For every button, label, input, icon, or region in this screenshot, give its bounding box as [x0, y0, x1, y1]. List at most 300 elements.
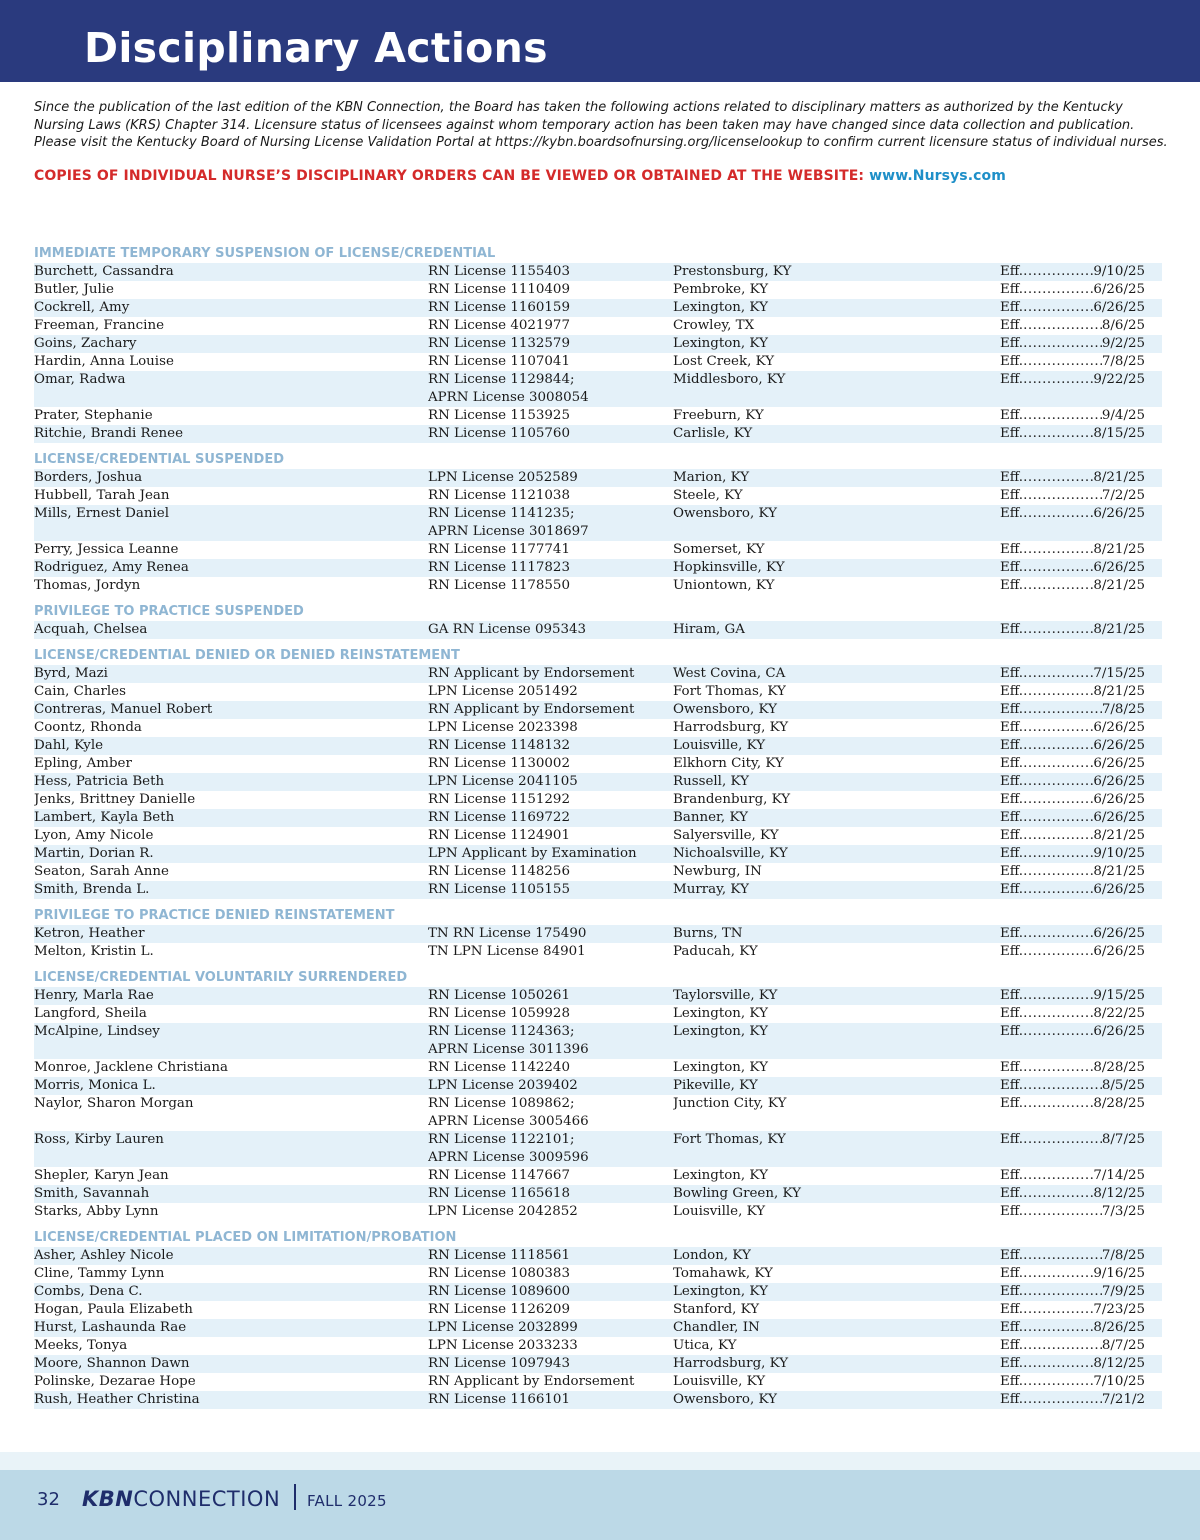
- license-number: RN License 1160159: [428, 300, 570, 315]
- table-row: [34, 1203, 1162, 1221]
- eff-label: Eff.: [1000, 864, 1024, 879]
- nurse-name: Combs, Dena C.: [34, 1284, 143, 1299]
- section-title: LICENSE/CREDENTIAL SUSPENDED: [34, 452, 285, 467]
- table-row: [34, 1283, 1162, 1301]
- effective-date-value: 6/26/25: [1093, 1024, 1145, 1039]
- table-row: [34, 773, 1162, 791]
- nurse-location: Owensboro, KY: [673, 702, 777, 717]
- nurse-location: Louisville, KY: [673, 1204, 766, 1219]
- license-number: LPN Applicant by Examination: [428, 846, 637, 861]
- license-number: RN License 1121038: [428, 488, 570, 503]
- effective-date-value: 8/12/25: [1093, 1186, 1145, 1201]
- nurse-name: Monroe, Jacklene Christiana: [34, 1060, 228, 1075]
- effective-date-value: 8/21/25: [1093, 542, 1145, 557]
- nursys-link[interactable]: www.Nursys.com: [869, 168, 1006, 184]
- table-row: [34, 371, 1162, 389]
- table-row: [34, 317, 1162, 335]
- dot-leader: [1023, 1355, 1093, 1373]
- table-row: [34, 791, 1162, 809]
- issue-label: FALL 2025: [307, 1492, 387, 1510]
- effective-date-leader: [1000, 353, 1145, 371]
- dot-leader: [1023, 1373, 1093, 1391]
- effective-date: [1000, 1023, 1145, 1041]
- effective-date-leader: [1000, 683, 1145, 701]
- effective-date: [1000, 1167, 1145, 1185]
- nurse-name: Hubbell, Tarah Jean: [34, 488, 170, 503]
- nurse-location: Utica, KY: [673, 1338, 737, 1353]
- eff-label: Eff.: [1000, 318, 1024, 333]
- license-number: RN License 1107041: [428, 354, 570, 369]
- nurse-name: Thomas, Jordyn: [34, 578, 141, 593]
- effective-date-leader: [1000, 577, 1145, 595]
- nurse-location: Owensboro, KY: [673, 506, 777, 521]
- nurse-name: Rush, Heather Christina: [34, 1392, 200, 1407]
- license-number: RN License 1050261: [428, 988, 570, 1003]
- effective-date-leader: [1000, 943, 1145, 961]
- license-number: RN License 1169722: [428, 810, 570, 825]
- nurse-name: Ketron, Heather: [34, 926, 145, 941]
- eff-label: Eff.: [1000, 506, 1024, 521]
- table-row: [34, 827, 1162, 845]
- eff-label: Eff.: [1000, 1302, 1024, 1317]
- eff-label: Eff.: [1000, 1284, 1024, 1299]
- effective-date-leader: [1000, 773, 1145, 791]
- effective-date: [1000, 1301, 1145, 1319]
- license-number: APRN License 3008054: [428, 390, 589, 405]
- effective-date-value: 9/10/25: [1093, 264, 1145, 279]
- eff-label: Eff.: [1000, 1204, 1024, 1219]
- nurse-location: Carlisle, KY: [673, 426, 753, 441]
- eff-label: Eff.: [1000, 560, 1024, 575]
- dot-leader: [1023, 1247, 1102, 1265]
- eff-label: Eff.: [1000, 542, 1024, 557]
- nurse-location: Bowling Green, KY: [673, 1186, 801, 1201]
- effective-date: [1000, 353, 1145, 371]
- nurse-location: Chandler, IN: [673, 1320, 760, 1335]
- dot-leader: [1023, 469, 1093, 487]
- table-row: [34, 335, 1162, 353]
- nurse-name: Butler, Julie: [34, 282, 114, 297]
- effective-date-leader: [1000, 1337, 1145, 1355]
- license-number: RN License 1141235;: [428, 506, 575, 521]
- brand-connection: CONNECTION: [133, 1487, 281, 1511]
- effective-date-leader: [1000, 925, 1145, 943]
- nurse-name: Starks, Abby Lynn: [34, 1204, 159, 1219]
- dot-leader: [1023, 487, 1102, 505]
- nurse-name: Moore, Shannon Dawn: [34, 1356, 190, 1371]
- nurse-location: Louisville, KY: [673, 738, 766, 753]
- eff-label: Eff.: [1000, 426, 1024, 441]
- effective-date: [1000, 1265, 1145, 1283]
- effective-date-value: 8/28/25: [1093, 1096, 1145, 1111]
- nurse-name: Henry, Marla Rae: [34, 988, 154, 1003]
- nurse-name: McAlpine, Lindsey: [34, 1024, 160, 1039]
- nurse-location: Harrodsburg, KY: [673, 1356, 789, 1371]
- dot-leader: [1023, 1283, 1102, 1301]
- nurse-location: Newburg, IN: [673, 864, 762, 879]
- nurse-name: Prater, Stephanie: [34, 408, 153, 423]
- effective-date: [1000, 701, 1145, 719]
- license-number: RN License 1105760: [428, 426, 570, 441]
- nurse-location: Pembroke, KY: [673, 282, 769, 297]
- effective-date-value: 6/26/25: [1093, 944, 1145, 959]
- table-row: [34, 845, 1162, 863]
- nurse-location: Nichoalsville, KY: [673, 846, 788, 861]
- effective-date-leader: [1000, 845, 1145, 863]
- table-row: [34, 1059, 1162, 1077]
- effective-date: [1000, 845, 1145, 863]
- dot-leader: [1023, 925, 1093, 943]
- effective-date-value: 6/26/25: [1093, 282, 1145, 297]
- effective-date-value: 8/28/25: [1093, 1060, 1145, 1075]
- effective-date-leader: [1000, 719, 1145, 737]
- dot-leader: [1023, 943, 1093, 961]
- dot-leader: [1023, 863, 1093, 881]
- effective-date-leader: [1000, 487, 1145, 505]
- effective-date-leader: [1000, 1203, 1145, 1221]
- eff-label: Eff.: [1000, 1060, 1024, 1075]
- effective-date-value: 8/12/25: [1093, 1356, 1145, 1371]
- license-number: RN License 1126209: [428, 1302, 570, 1317]
- table-row: [34, 1095, 1162, 1113]
- effective-date-value: 7/10/25: [1093, 1374, 1145, 1389]
- table-row: [34, 487, 1162, 505]
- effective-date-value: 9/2/25: [1101, 336, 1145, 351]
- effective-date: [1000, 683, 1145, 701]
- nurse-name: Freeman, Francine: [34, 318, 164, 333]
- effective-date-value: 6/26/25: [1093, 926, 1145, 941]
- effective-date-value: 8/21/25: [1093, 684, 1145, 699]
- nurse-name: Coontz, Rhonda: [34, 720, 142, 735]
- effective-date: [1000, 1391, 1145, 1409]
- dot-leader: [1023, 353, 1102, 371]
- page-number: 32: [37, 1489, 60, 1510]
- table-row: [34, 577, 1162, 595]
- effective-date-value: 9/22/25: [1093, 372, 1145, 387]
- nurse-name: Hurst, Lashaunda Rae: [34, 1320, 187, 1335]
- nurse-location: Russell, KY: [673, 774, 749, 789]
- license-number: RN License 1124363;: [428, 1024, 575, 1039]
- nurse-name: Hardin, Anna Louise: [34, 354, 174, 369]
- nurse-location: Lexington, KY: [673, 1168, 768, 1183]
- effective-date: [1000, 1283, 1145, 1301]
- license-number: RN License 1151292: [428, 792, 570, 807]
- license-number: LPN License 2032899: [428, 1320, 578, 1335]
- nurse-location: West Covina, CA: [673, 666, 786, 681]
- nurse-name: Borders, Joshua: [34, 470, 143, 485]
- effective-date-leader: [1000, 559, 1145, 577]
- table-row: [34, 881, 1162, 899]
- page-header: [0, 0, 1200, 82]
- effective-date-leader: [1000, 1023, 1145, 1041]
- license-number: RN License 1147667: [428, 1168, 570, 1183]
- effective-date-value: 8/21/25: [1093, 622, 1145, 637]
- brand-kbn: KBN: [82, 1487, 134, 1511]
- effective-date: [1000, 737, 1145, 755]
- nurse-name: Martin, Dorian R.: [34, 846, 154, 861]
- eff-label: Eff.: [1000, 354, 1024, 369]
- effective-date: [1000, 1095, 1145, 1113]
- effective-date-value: 8/21/25: [1093, 578, 1145, 593]
- table-row: [34, 1391, 1162, 1409]
- section-title: IMMEDIATE TEMPORARY SUSPENSION OF LICENSE/CREDENTIAL: [34, 246, 496, 261]
- eff-label: Eff.: [1000, 828, 1024, 843]
- nurse-name: Acquah, Chelsea: [34, 622, 148, 637]
- nurse-name: Dahl, Kyle: [34, 738, 104, 753]
- table-row: [34, 389, 1162, 407]
- effective-date-leader: [1000, 987, 1145, 1005]
- effective-date-value: 6/26/25: [1093, 882, 1145, 897]
- effective-date: [1000, 827, 1145, 845]
- eff-label: Eff.: [1000, 792, 1024, 807]
- license-number: RN License 1130002: [428, 756, 570, 771]
- license-number: RN License 1124901: [428, 828, 570, 843]
- nurse-location: Lost Creek, KY: [673, 354, 775, 369]
- nurse-location: Junction City, KY: [673, 1096, 787, 1111]
- effective-date-leader: [1000, 863, 1145, 881]
- eff-label: Eff.: [1000, 470, 1024, 485]
- table-row: [34, 925, 1162, 943]
- dot-leader: [1023, 299, 1093, 317]
- license-number: RN License 4021977: [428, 318, 570, 333]
- table-row: [34, 1041, 1162, 1059]
- effective-date-leader: [1000, 665, 1145, 683]
- table-row: [34, 1113, 1162, 1131]
- dot-leader: [1023, 407, 1102, 425]
- effective-date-value: 7/15/25: [1093, 666, 1145, 681]
- effective-date: [1000, 541, 1145, 559]
- nurse-name: Hogan, Paula Elizabeth: [34, 1302, 193, 1317]
- nurse-location: Louisville, KY: [673, 1374, 766, 1389]
- dot-leader: [1023, 1167, 1093, 1185]
- nurse-location: Lexington, KY: [673, 1060, 768, 1075]
- effective-date: [1000, 1319, 1145, 1337]
- effective-date: [1000, 487, 1145, 505]
- dot-leader: [1023, 1391, 1102, 1409]
- dot-leader: [1023, 577, 1093, 595]
- nurse-location: Middlesboro, KY: [673, 372, 786, 387]
- nurse-name: Perry, Jessica Leanne: [34, 542, 179, 557]
- effective-date-value: 6/26/25: [1093, 756, 1145, 771]
- effective-date-value: 6/26/25: [1093, 774, 1145, 789]
- effective-date-leader: [1000, 827, 1145, 845]
- table-row: [34, 281, 1162, 299]
- effective-date-leader: [1000, 809, 1145, 827]
- effective-date: [1000, 1005, 1145, 1023]
- eff-label: Eff.: [1000, 622, 1024, 637]
- license-number: LPN License 2042852: [428, 1204, 578, 1219]
- nurse-location: Lexington, KY: [673, 1024, 768, 1039]
- dot-leader: [1023, 773, 1093, 791]
- table-row: [34, 559, 1162, 577]
- nurse-name: Langford, Sheila: [34, 1006, 147, 1021]
- effective-date: [1000, 1247, 1145, 1265]
- effective-date-value: 9/4/25: [1101, 408, 1145, 423]
- effective-date: [1000, 665, 1145, 683]
- license-number: RN License 1165618: [428, 1186, 570, 1201]
- nurse-location: Elkhorn City, KY: [673, 756, 784, 771]
- nurse-name: Goins, Zachary: [34, 336, 137, 351]
- nurse-location: Lexington, KY: [673, 300, 768, 315]
- effective-date-leader: [1000, 335, 1145, 353]
- effective-date-leader: [1000, 1265, 1145, 1283]
- nurse-location: Somerset, KY: [673, 542, 765, 557]
- dot-leader: [1023, 541, 1093, 559]
- effective-date-value: 9/15/25: [1093, 988, 1145, 1003]
- nurse-name: Jenks, Brittney Danielle: [34, 792, 196, 807]
- nurse-name: Hess, Patricia Beth: [34, 774, 165, 789]
- effective-date-leader: [1000, 1355, 1145, 1373]
- eff-label: Eff.: [1000, 372, 1024, 387]
- eff-label: Eff.: [1000, 1096, 1024, 1111]
- effective-date: [1000, 881, 1145, 899]
- eff-label: Eff.: [1000, 846, 1024, 861]
- dot-leader: [1023, 1265, 1093, 1283]
- effective-date-leader: [1000, 407, 1145, 425]
- license-number: GA RN License 095343: [428, 622, 587, 637]
- effective-date: [1000, 1203, 1145, 1221]
- eff-label: Eff.: [1000, 988, 1024, 1003]
- nurse-location: Steele, KY: [673, 488, 743, 503]
- dot-leader: [1023, 1131, 1102, 1149]
- footer-strip: [0, 1452, 1200, 1470]
- effective-date-value: 7/2/25: [1101, 488, 1145, 503]
- nurse-location: Harrodsburg, KY: [673, 720, 789, 735]
- eff-label: Eff.: [1000, 1078, 1024, 1093]
- table-row: [34, 1301, 1162, 1319]
- license-number: APRN License 3009596: [428, 1150, 589, 1165]
- license-number: RN License 1142240: [428, 1060, 570, 1075]
- effective-date-leader: [1000, 1373, 1145, 1391]
- table-row: [34, 1149, 1162, 1167]
- effective-date-value: 8/6/25: [1101, 318, 1145, 333]
- license-number: RN License 1089600: [428, 1284, 570, 1299]
- effective-date-leader: [1000, 881, 1145, 899]
- effective-date-leader: [1000, 1167, 1145, 1185]
- table-row: [34, 1355, 1162, 1373]
- nurse-location: Tomahawk, KY: [673, 1266, 773, 1281]
- dot-leader: [1023, 701, 1102, 719]
- effective-date: [1000, 1337, 1145, 1355]
- effective-date: [1000, 1131, 1145, 1149]
- dot-leader: [1023, 719, 1093, 737]
- nurse-location: Banner, KY: [673, 810, 748, 825]
- license-number: RN Applicant by Endorsement: [428, 1374, 635, 1389]
- license-number: RN License 1132579: [428, 336, 570, 351]
- effective-date: [1000, 335, 1145, 353]
- dot-leader: [1023, 987, 1093, 1005]
- nurse-name: Rodriguez, Amy Renea: [34, 560, 189, 575]
- dot-leader: [1023, 425, 1093, 443]
- nurse-name: Cline, Tammy Lynn: [34, 1266, 165, 1281]
- effective-date: [1000, 317, 1145, 335]
- effective-date-leader: [1000, 1185, 1145, 1203]
- effective-date-leader: [1000, 1319, 1145, 1337]
- nurse-name: Cain, Charles: [34, 684, 126, 699]
- eff-label: Eff.: [1000, 1320, 1024, 1335]
- nurse-name: Mills, Ernest Daniel: [34, 506, 170, 521]
- effective-date-leader: [1000, 1283, 1145, 1301]
- intro-paragraph: Since the publication of the last edition of the KBN Connection, the Board has taken the following actions related to disciplinary matters as authorized by the Kentucky Nursing Laws (KRS) Chapter 314. Licensure status of licensees against whom temporary action has been taken may have changed since data collection and publication. Please visit the Kentucky Board of Nursing License Validation Portal at https://kybn.boardsofnursing.org/licenselookup to confirm current licensure status of individual nurses.: [34, 100, 1168, 150]
- effective-date: [1000, 809, 1145, 827]
- table-row: [34, 943, 1162, 961]
- effective-date-value: 8/21/25: [1093, 864, 1145, 879]
- effective-date-leader: [1000, 469, 1145, 487]
- license-number: RN License 1110409: [428, 282, 570, 297]
- nurse-location: Prestonsburg, KY: [673, 264, 792, 279]
- dot-leader: [1023, 505, 1093, 523]
- nurse-name: Ritchie, Brandi Renee: [34, 426, 184, 441]
- nurse-location: Crowley, TX: [673, 318, 755, 333]
- effective-date-value: 8/22/25: [1093, 1006, 1145, 1021]
- eff-label: Eff.: [1000, 300, 1024, 315]
- nurse-location: Murray, KY: [673, 882, 749, 897]
- license-number: LPN License 2052589: [428, 470, 578, 485]
- effective-date-leader: [1000, 371, 1145, 389]
- publication-brand: [82, 1485, 280, 1513]
- license-number: RN License 1153925: [428, 408, 570, 423]
- dot-leader: [1023, 809, 1093, 827]
- eff-label: Eff.: [1000, 1374, 1024, 1389]
- copies-notice: [34, 166, 1174, 186]
- nurse-location: Stanford, KY: [673, 1302, 760, 1317]
- nurse-location: London, KY: [673, 1248, 751, 1263]
- eff-label: Eff.: [1000, 1338, 1024, 1353]
- nurse-location: Paducah, KY: [673, 944, 758, 959]
- table-row: [34, 987, 1162, 1005]
- table-row: [34, 755, 1162, 773]
- effective-date: [1000, 407, 1145, 425]
- license-number: LPN License 2033233: [428, 1338, 578, 1353]
- effective-date-value: 6/26/25: [1093, 506, 1145, 521]
- effective-date: [1000, 1373, 1145, 1391]
- license-number: LPN License 2039402: [428, 1078, 578, 1093]
- effective-date-value: 8/21/25: [1093, 470, 1145, 485]
- nurse-location: Fort Thomas, KY: [673, 684, 786, 699]
- section-title: LICENSE/CREDENTIAL PLACED ON LIMITATION/PROBATION: [34, 1230, 457, 1245]
- nurse-location: Fort Thomas, KY: [673, 1132, 786, 1147]
- effective-date: [1000, 863, 1145, 881]
- effective-date-leader: [1000, 621, 1145, 639]
- nurse-name: Meeks, Tonya: [34, 1338, 128, 1353]
- effective-date-leader: [1000, 1077, 1145, 1095]
- table-row: [34, 683, 1162, 701]
- license-number: RN License 1080383: [428, 1266, 570, 1281]
- table-row: [34, 1131, 1162, 1149]
- dot-leader: [1023, 1005, 1093, 1023]
- dot-leader: [1023, 1023, 1093, 1041]
- effective-date-leader: [1000, 263, 1145, 281]
- nurse-name: Lyon, Amy Nicole: [34, 828, 154, 843]
- license-number: RN License 1177741: [428, 542, 570, 557]
- dot-leader: [1023, 1077, 1102, 1095]
- license-number: RN License 1097943: [428, 1356, 570, 1371]
- table-row: [34, 353, 1162, 371]
- effective-date-value: 6/26/25: [1093, 810, 1145, 825]
- eff-label: Eff.: [1000, 666, 1024, 681]
- effective-date: [1000, 773, 1145, 791]
- dot-leader: [1023, 665, 1093, 683]
- table-row: [34, 1373, 1162, 1391]
- effective-date-value: 9/10/25: [1093, 846, 1145, 861]
- nurse-location: Taylorsville, KY: [673, 988, 778, 1003]
- license-number: TN LPN License 84901: [428, 944, 586, 959]
- effective-date-value: 6/26/25: [1093, 560, 1145, 575]
- nurse-name: Seaton, Sarah Anne: [34, 864, 169, 879]
- nurse-location: Marion, KY: [673, 470, 750, 485]
- nurse-location: Hiram, GA: [673, 622, 745, 637]
- eff-label: Eff.: [1000, 720, 1024, 735]
